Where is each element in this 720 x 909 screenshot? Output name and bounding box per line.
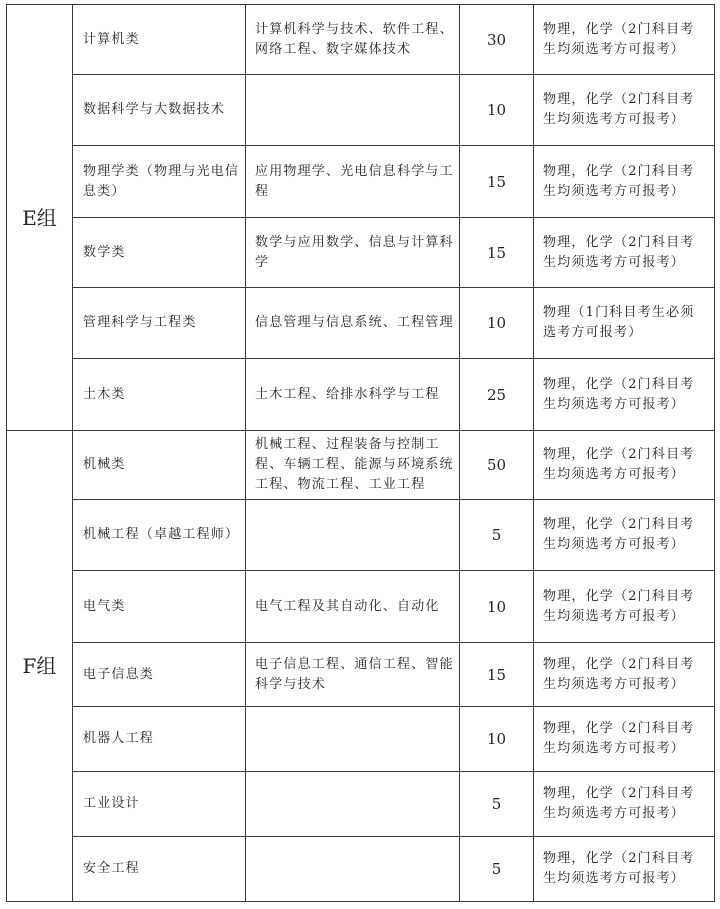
- requirement-cell: 物理（1门科目考生必须选考方可报考）: [534, 288, 715, 359]
- count-cell: 25: [460, 359, 534, 431]
- requirement-cell: 物理，化学（2门科目考生均须选考方可报考）: [534, 431, 715, 500]
- majors-cell: 计算机科学与技术、软件工程、网络工程、数字媒体技术: [246, 5, 460, 75]
- category-cell: 土木类: [73, 359, 246, 431]
- table-row: [7, 218, 715, 288]
- count-cell: 15: [460, 218, 534, 288]
- count-cell: 10: [460, 75, 534, 146]
- category-cell: 数据科学与大数据技术: [73, 75, 246, 146]
- table-row: [7, 288, 715, 359]
- count-cell: 30: [460, 5, 534, 75]
- majors-cell: 应用物理学、光电信息科学与工程: [246, 146, 460, 218]
- table-row: [7, 359, 715, 431]
- majors-cell: 土木工程、给排水科学与工程: [246, 359, 460, 431]
- majors-cell: 电子信息工程、通信工程、智能科学与技术: [246, 643, 460, 707]
- table-row: [7, 500, 715, 571]
- table-row: [7, 643, 715, 707]
- category-cell: 计算机类: [73, 5, 246, 75]
- requirement-cell: 物理，化学（2门科目考生均须选考方可报考）: [534, 218, 715, 288]
- requirement-cell: 物理，化学（2门科目考生均须选考方可报考）: [534, 75, 715, 146]
- requirement-cell: 物理，化学（2门科目考生均须选考方可报考）: [534, 707, 715, 772]
- category-cell: 电子信息类: [73, 643, 246, 707]
- majors-cell: [246, 837, 460, 902]
- table-row: [7, 5, 715, 75]
- category-cell: 管理科学与工程类: [73, 288, 246, 359]
- table-row: [7, 707, 715, 772]
- table-row: [7, 431, 715, 500]
- table-row: [7, 837, 715, 902]
- requirement-cell: 物理，化学（2门科目考生均须选考方可报考）: [534, 146, 715, 218]
- group-label-e: E组: [7, 5, 73, 431]
- majors-cell: [246, 707, 460, 772]
- count-cell: 10: [460, 571, 534, 643]
- count-cell: 5: [460, 772, 534, 837]
- table-row: [7, 146, 715, 218]
- majors-cell: 电气工程及其自动化、自动化: [246, 571, 460, 643]
- count-cell: 10: [460, 707, 534, 772]
- majors-cell: 机械工程、过程装备与控制工程、车辆工程、能源与环境系统工程、物流工程、工业工程: [246, 431, 460, 500]
- group-label-f: F组: [7, 431, 73, 902]
- count-cell: 50: [460, 431, 534, 500]
- requirement-cell: 物理，化学（2门科目考生均须选考方可报考）: [534, 5, 715, 75]
- count-cell: 15: [460, 146, 534, 218]
- count-cell: 15: [460, 643, 534, 707]
- requirement-cell: 物理，化学（2门科目考生均须选考方可报考）: [534, 772, 715, 837]
- majors-cell: [246, 75, 460, 146]
- count-cell: 5: [460, 837, 534, 902]
- requirement-cell: 物理，化学（2门科目考生均须选考方可报考）: [534, 359, 715, 431]
- category-cell: 物理学类（物理与光电信息类）: [73, 146, 246, 218]
- table-row: [7, 772, 715, 837]
- admission-plan-table: [6, 4, 715, 902]
- table-row: [7, 75, 715, 146]
- category-cell: 机械工程（卓越工程师）: [73, 500, 246, 571]
- category-cell: 数学类: [73, 218, 246, 288]
- requirement-cell: 物理，化学（2门科目考生均须选考方可报考）: [534, 837, 715, 902]
- category-cell: 安全工程: [73, 837, 246, 902]
- majors-cell: 信息管理与信息系统、工程管理: [246, 288, 460, 359]
- majors-cell: [246, 500, 460, 571]
- requirement-cell: 物理，化学（2门科目考生均须选考方可报考）: [534, 571, 715, 643]
- requirement-cell: 物理，化学（2门科目考生均须选考方可报考）: [534, 643, 715, 707]
- category-cell: 电气类: [73, 571, 246, 643]
- category-cell: 机器人工程: [73, 707, 246, 772]
- count-cell: 10: [460, 288, 534, 359]
- category-cell: 机械类: [73, 431, 246, 500]
- majors-cell: [246, 772, 460, 837]
- requirement-cell: 物理，化学（2门科目考生均须选考方可报考）: [534, 500, 715, 571]
- category-cell: 工业设计: [73, 772, 246, 837]
- majors-cell: 数学与应用数学、信息与计算科学: [246, 218, 460, 288]
- count-cell: 5: [460, 500, 534, 571]
- table-row: [7, 571, 715, 643]
